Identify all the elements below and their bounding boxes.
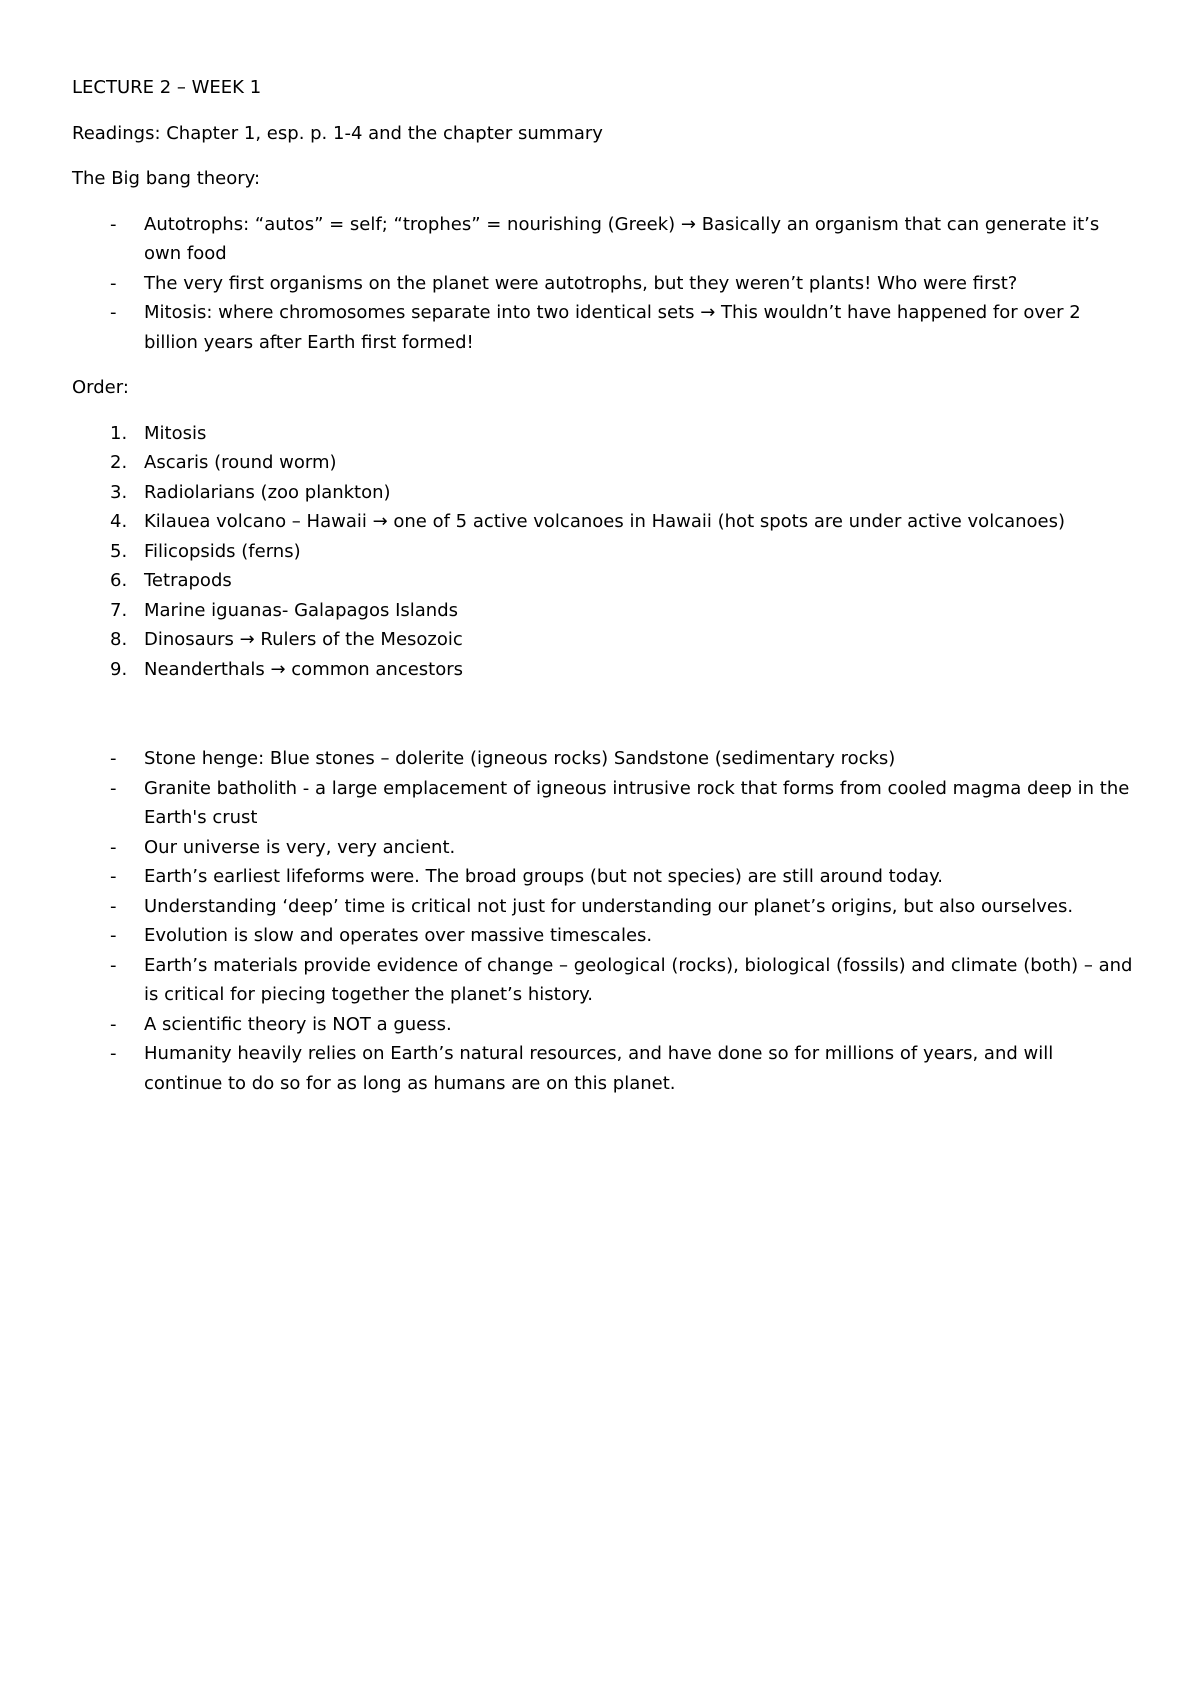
- dash-marker: -: [110, 1043, 117, 1064]
- list-item: [72, 596, 1136, 626]
- list-item-text: Marine iguanas- Galapagos Islands: [144, 599, 458, 621]
- list-item-text: Kilauea volcano – Hawaii → one of 5 active volcanoes in Hawaii (hot spots are under active volcanoes): [144, 511, 1066, 532]
- list-item: [72, 892, 1136, 922]
- order-list: [72, 419, 1136, 685]
- dash-marker: -: [110, 866, 117, 887]
- number-marker: 9.: [110, 658, 128, 680]
- dash-marker: -: [110, 777, 117, 799]
- list-item-text: Tetrapods: [144, 570, 232, 591]
- dash-marker: -: [110, 925, 117, 946]
- readings-line: Readings: Chapter 1, esp. p. 1-4 and the chapter summary: [72, 122, 603, 144]
- list-item-text: Dinosaurs → Rulers of the Mesozoic: [144, 629, 463, 650]
- list-item-text: Our universe is very, very ancient.: [144, 836, 456, 858]
- list-item: [72, 1039, 1136, 1098]
- dash-marker: -: [110, 836, 117, 858]
- document-content: [72, 73, 1136, 1114]
- big-bang-heading: The Big bang theory:: [72, 168, 261, 189]
- number-marker: 6.: [110, 570, 128, 591]
- list-item: [72, 625, 1136, 655]
- list-item: [72, 774, 1136, 833]
- list-item: [72, 537, 1136, 567]
- list-item: [72, 744, 1136, 774]
- list-item: [72, 951, 1136, 1010]
- big-bang-list: [72, 210, 1136, 358]
- list-item: [72, 210, 1136, 269]
- number-marker: 3.: [110, 481, 128, 503]
- number-marker: 1.: [110, 422, 128, 444]
- list-item-text: Mitosis: where chromosomes separate into two identical sets → This wouldn’t have happened for over 2 billion years after Earth first formed!: [144, 302, 1081, 353]
- list-item-text: Autotrophs: “autos” = self; “trophes” = nourishing (Greek) → Basically an organism that can generate it’s own food: [144, 213, 1100, 264]
- notes-list: [72, 744, 1136, 1098]
- lecture-title: LECTURE 2 – WEEK 1: [72, 77, 262, 98]
- dash-marker: -: [110, 954, 117, 976]
- list-item-text: Stone henge: Blue stones – dolerite (igneous rocks) Sandstone (sedimentary rocks): [144, 748, 896, 769]
- list-item-text: Earth’s materials provide evidence of change – geological (rocks), biological (fossils) and climate (both) – and is critical for piecing together the planet’s history.: [144, 954, 1133, 1005]
- number-marker: 7.: [110, 599, 128, 621]
- number-marker: 5.: [110, 540, 128, 562]
- list-item-text: Neanderthals → common ancestors: [144, 658, 464, 680]
- list-item-text: Radiolarians (zoo plankton): [144, 481, 391, 503]
- list-item-text: Humanity heavily relies on Earth’s natural resources, and have done so for millions of years, and will continue to do so for as long as humans are on this planet.: [144, 1043, 1054, 1094]
- dash-marker: -: [110, 748, 117, 769]
- list-item: [72, 862, 1136, 892]
- list-item-text: Earth’s earliest lifeforms were. The broad groups (but not species) are still around today.: [144, 866, 943, 887]
- list-item: [72, 269, 1136, 299]
- list-item: [72, 298, 1136, 357]
- number-marker: 8.: [110, 629, 128, 650]
- order-heading: Order:: [72, 377, 129, 398]
- list-item: [72, 833, 1136, 863]
- dash-marker: -: [110, 895, 117, 917]
- list-item-text: Mitosis: [144, 422, 207, 444]
- list-item: [72, 655, 1136, 685]
- list-item: [72, 448, 1136, 478]
- dash-marker: -: [110, 272, 117, 294]
- list-item-text: Granite batholith - a large emplacement of igneous intrusive rock that forms from cooled magma deep in the Earth's crust: [144, 777, 1130, 828]
- list-item: [72, 419, 1136, 449]
- number-marker: 2.: [110, 452, 128, 473]
- list-item: [72, 478, 1136, 508]
- list-item-text: Understanding ‘deep’ time is critical not just for understanding our planet’s origins, but also ourselves.: [144, 895, 1074, 917]
- list-item-text: The very first organisms on the planet were autotrophs, but they weren’t plants! Who were first?: [144, 272, 1018, 294]
- blank-gap: [72, 700, 1136, 744]
- list-item: [72, 921, 1136, 951]
- list-item: [72, 507, 1136, 537]
- list-item-text: Filicopsids (ferns): [144, 540, 301, 562]
- list-item-text: A scientific theory is NOT a guess.: [144, 1013, 452, 1035]
- dash-marker: -: [110, 213, 117, 235]
- list-item: [72, 1010, 1136, 1040]
- number-marker: 4.: [110, 511, 128, 532]
- list-item: [72, 566, 1136, 596]
- dash-marker: -: [110, 302, 117, 323]
- dash-marker: -: [110, 1013, 117, 1035]
- list-item-text: Evolution is slow and operates over massive timescales.: [144, 925, 653, 946]
- list-item-text: Ascaris (round worm): [144, 452, 337, 473]
